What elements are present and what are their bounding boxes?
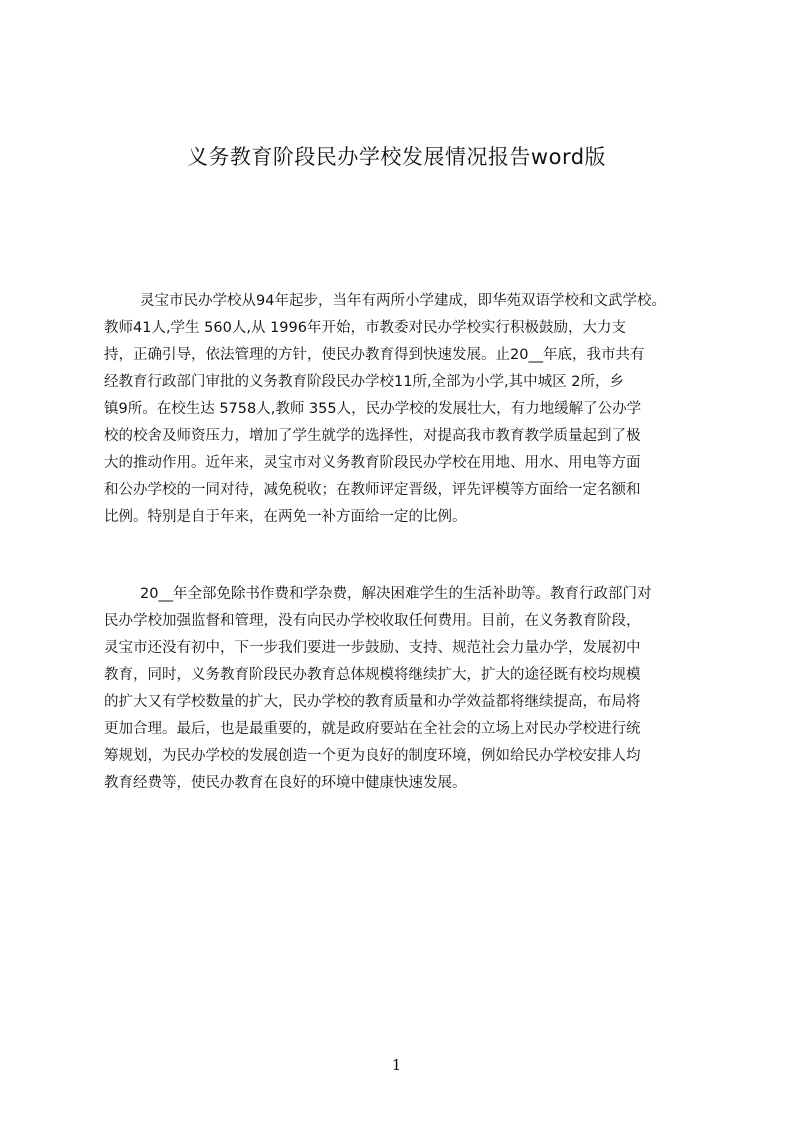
paragraph-line: 持，正确引导，依法管理的方针，使民办教育得到快速发展。止20__年底，我市共有: [104, 347, 645, 363]
paragraph-2: [104, 581, 696, 797]
paragraph-line: 教师41人,学生 560人,从 1996年开始，市教委对民办学校实行积极鼓励，大力支: [104, 320, 626, 336]
paragraph-line: 灵宝市民办学校从94年起步，当年有两所小学建成，即华苑双语学校和文武学校。: [140, 293, 666, 309]
page-number: 1: [391, 1056, 402, 1074]
paragraph-line: 民办学校加强监督和管理，没有向民办学校收取任何费用。目前，在义务教育阶段，: [104, 613, 641, 629]
paragraph-line: 大的推动作用。近年来，灵宝市对义务教育阶段民办学校在用地、用水、用电等方面: [104, 455, 641, 471]
paragraph-line: 灵宝市还没有初中，下一步我们要进一步鼓励、支持、规范社会力量办学，发展初中: [104, 640, 641, 656]
paragraph-line: 比例。特别是自于年来，在两免一补方面给一定的比例。: [104, 509, 467, 525]
paragraph-line: 的扩大又有学校数量的扩大，民办学校的教育质量和办学效益都将继续提高，布局将: [104, 694, 641, 710]
paragraph-line: 校的校舍及师资压力，增加了学生就学的选择性，对提高我市教育教学质量起到了极: [104, 428, 641, 444]
paragraph-line: 教育经费等，使民办教育在良好的环境中健康快速发展。: [104, 775, 467, 791]
paragraph-line: 镇9所。在校生达 5758人,教师 355人，民办学校的发展壮大，有力地缓解了公办学: [104, 401, 642, 417]
paragraph-line: 更加合理。最后，也是最重要的，就是政府要站在全社会的立场上对民办学校进行统: [104, 721, 641, 737]
paragraph-line: 和公办学校的一同对待，减免税收；在教师评定晋级，评先评模等方面给一定名额和: [104, 482, 641, 498]
document-title: 义务教育阶段民办学校发展情况报告word版: [186, 145, 607, 169]
paragraph-line: 教育，同时，义务教育阶段民办教育总体规模将继续扩大，扩大的途径既有校均规模: [104, 667, 641, 683]
paragraph-1: [104, 288, 696, 531]
paragraph-line: 20__年全部免除书作费和学杂费，解决困难学生的生活补助等。教育行政部门对: [140, 586, 652, 602]
paragraph-line: 筹规划，为民办学校的发展创造一个更为良好的制度环境，例如给民办学校安排人均: [104, 748, 641, 764]
paragraph-line: 经教育行政部门审批的义务教育阶段民办学校11所,全部为小学,其中城区 2所，乡: [104, 374, 625, 390]
